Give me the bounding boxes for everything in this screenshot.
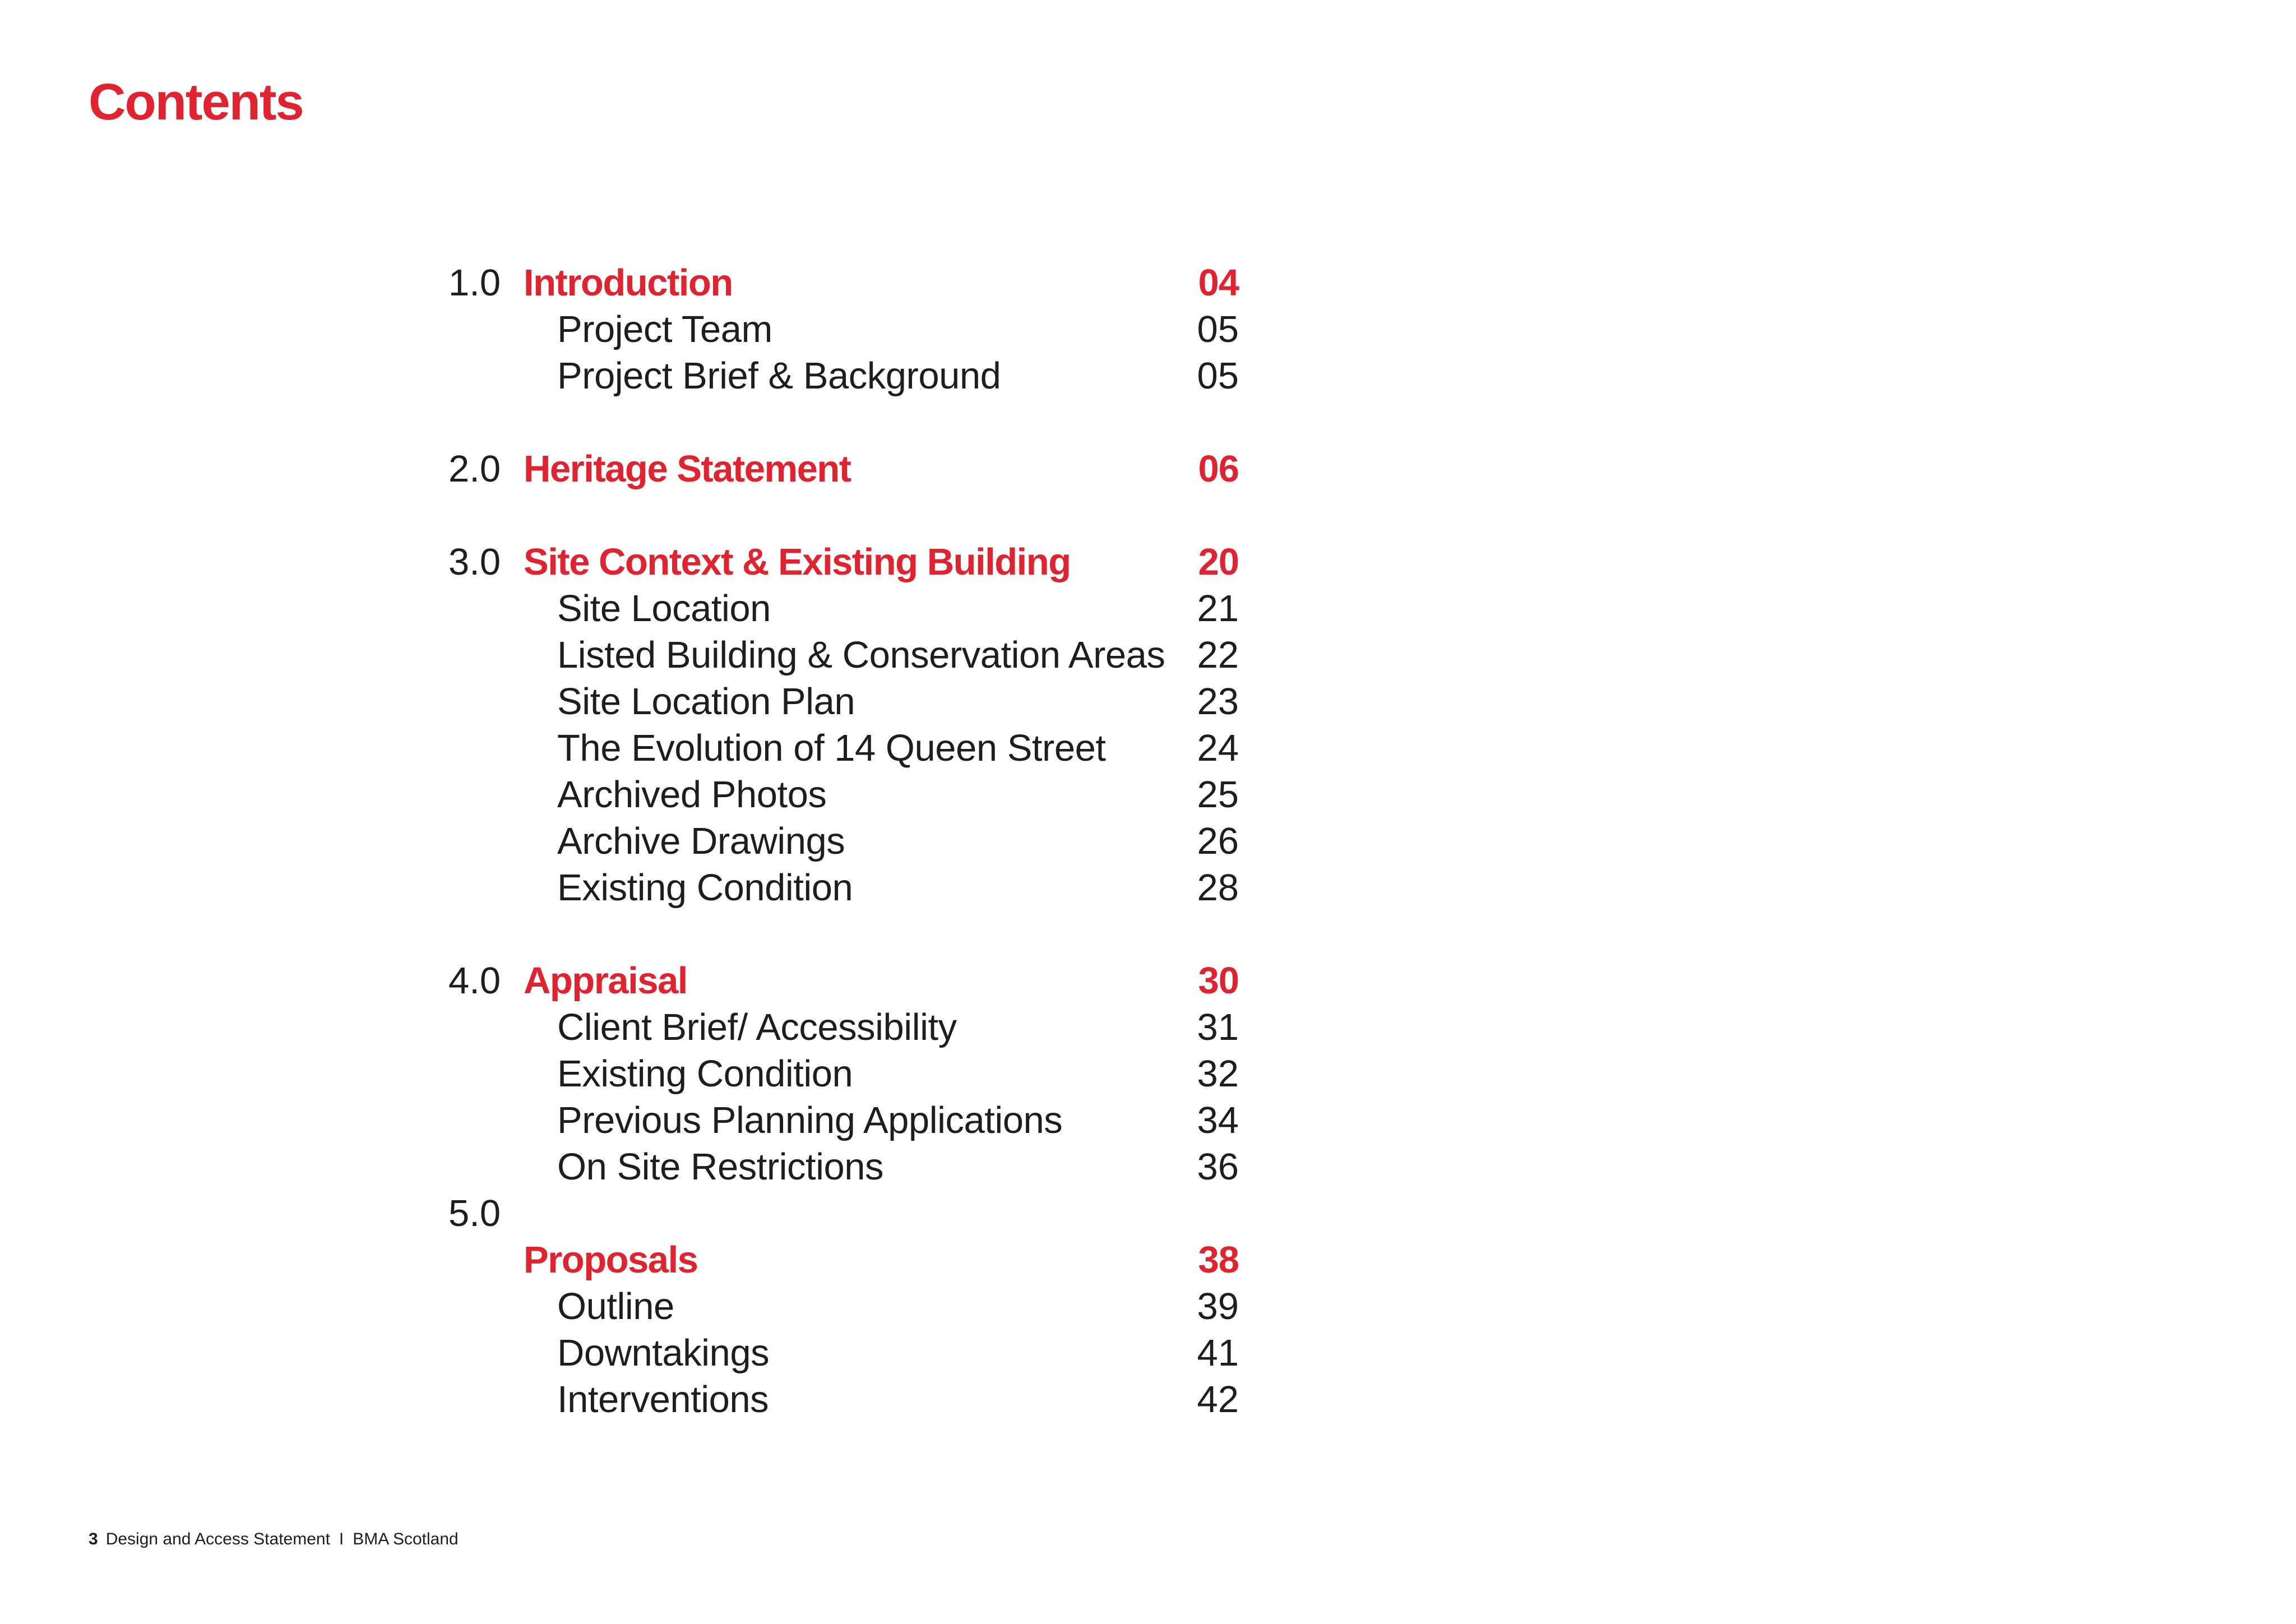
item-title: Interventions — [557, 1378, 769, 1421]
toc-item[interactable] — [0, 678, 2296, 725]
toc-item[interactable] — [0, 725, 2296, 771]
section-number: 3.0 — [448, 541, 501, 583]
toc-item[interactable] — [0, 585, 2296, 632]
item-page: 25 — [1197, 774, 1239, 816]
section-page: 06 — [1198, 448, 1239, 490]
toc-item[interactable] — [0, 1330, 2296, 1376]
item-title: Client Brief/ Accessibility — [557, 1006, 957, 1048]
section-title: Heritage Statement — [524, 448, 851, 490]
item-page: 31 — [1197, 1006, 1239, 1048]
footer-organization: BMA Scotland — [353, 1530, 459, 1548]
toc-section-introduction[interactable] — [0, 260, 2296, 306]
item-page: 24 — [1197, 727, 1239, 769]
section-number: 2.0 — [448, 448, 501, 490]
toc-item[interactable] — [0, 632, 2296, 678]
footer-document-title: Design and Access Statement — [105, 1530, 330, 1548]
toc-section-proposals[interactable] — [0, 1237, 2296, 1283]
item-page: 05 — [1197, 355, 1239, 397]
section-number: 4.0 — [448, 960, 501, 1002]
section-title: Appraisal — [524, 960, 687, 1002]
page-title: Contents — [89, 73, 303, 131]
page-footer — [89, 1529, 459, 1549]
item-page: 23 — [1197, 681, 1239, 723]
item-title: Existing Condition — [557, 867, 853, 909]
footer-page-number: 3 — [89, 1530, 98, 1548]
item-title: Outline — [557, 1285, 674, 1327]
item-page: 36 — [1197, 1146, 1239, 1188]
toc-item[interactable] — [0, 1097, 2296, 1144]
toc-item[interactable] — [0, 818, 2296, 864]
toc-item[interactable] — [0, 1004, 2296, 1051]
item-page: 41 — [1197, 1332, 1239, 1374]
item-title: Archive Drawings — [557, 820, 845, 862]
item-title: On Site Restrictions — [557, 1146, 884, 1188]
item-page: 22 — [1197, 634, 1239, 676]
toc-item[interactable] — [0, 1051, 2296, 1097]
toc-section-site-context[interactable] — [0, 539, 2296, 585]
toc-section-number-row — [0, 1190, 2296, 1237]
toc-item[interactable] — [0, 353, 2296, 399]
section-page: 30 — [1198, 960, 1239, 1002]
item-title: Project Brief & Background — [557, 355, 1001, 397]
section-page: 38 — [1198, 1239, 1239, 1281]
item-title: Project Team — [557, 308, 772, 350]
toc-item[interactable] — [0, 306, 2296, 353]
item-page: 32 — [1197, 1053, 1239, 1095]
toc-item[interactable] — [0, 1283, 2296, 1330]
item-page: 05 — [1197, 308, 1239, 350]
footer-separator: I — [339, 1530, 344, 1548]
toc-section-heritage-statement[interactable] — [0, 446, 2296, 492]
item-page: 42 — [1197, 1378, 1239, 1421]
item-page: 34 — [1197, 1099, 1239, 1141]
item-page: 26 — [1197, 820, 1239, 862]
item-page: 28 — [1197, 867, 1239, 909]
section-number: 5.0 — [448, 1192, 501, 1234]
item-page: 21 — [1197, 587, 1239, 630]
section-title: Site Context & Existing Building — [524, 541, 1071, 583]
toc-item[interactable] — [0, 1144, 2296, 1190]
toc-item[interactable] — [0, 864, 2296, 911]
item-title: Existing Condition — [557, 1053, 853, 1095]
section-page: 20 — [1198, 541, 1239, 583]
toc-section-appraisal[interactable] — [0, 957, 2296, 1004]
item-title: Site Location — [557, 587, 771, 630]
section-title: Proposals — [524, 1239, 698, 1281]
toc-item[interactable] — [0, 1376, 2296, 1423]
item-title: Site Location Plan — [557, 681, 855, 723]
section-number: 1.0 — [448, 262, 501, 304]
item-title: Archived Photos — [557, 774, 827, 816]
item-page: 39 — [1197, 1285, 1239, 1327]
item-title: Previous Planning Applications — [557, 1099, 1063, 1141]
item-title: Listed Building & Conservation Areas — [557, 634, 1165, 676]
item-title: The Evolution of 14 Queen Street — [557, 727, 1106, 769]
section-title: Introduction — [524, 262, 733, 304]
section-page: 04 — [1198, 262, 1239, 304]
item-title: Downtakings — [557, 1332, 770, 1374]
toc-item[interactable] — [0, 771, 2296, 818]
